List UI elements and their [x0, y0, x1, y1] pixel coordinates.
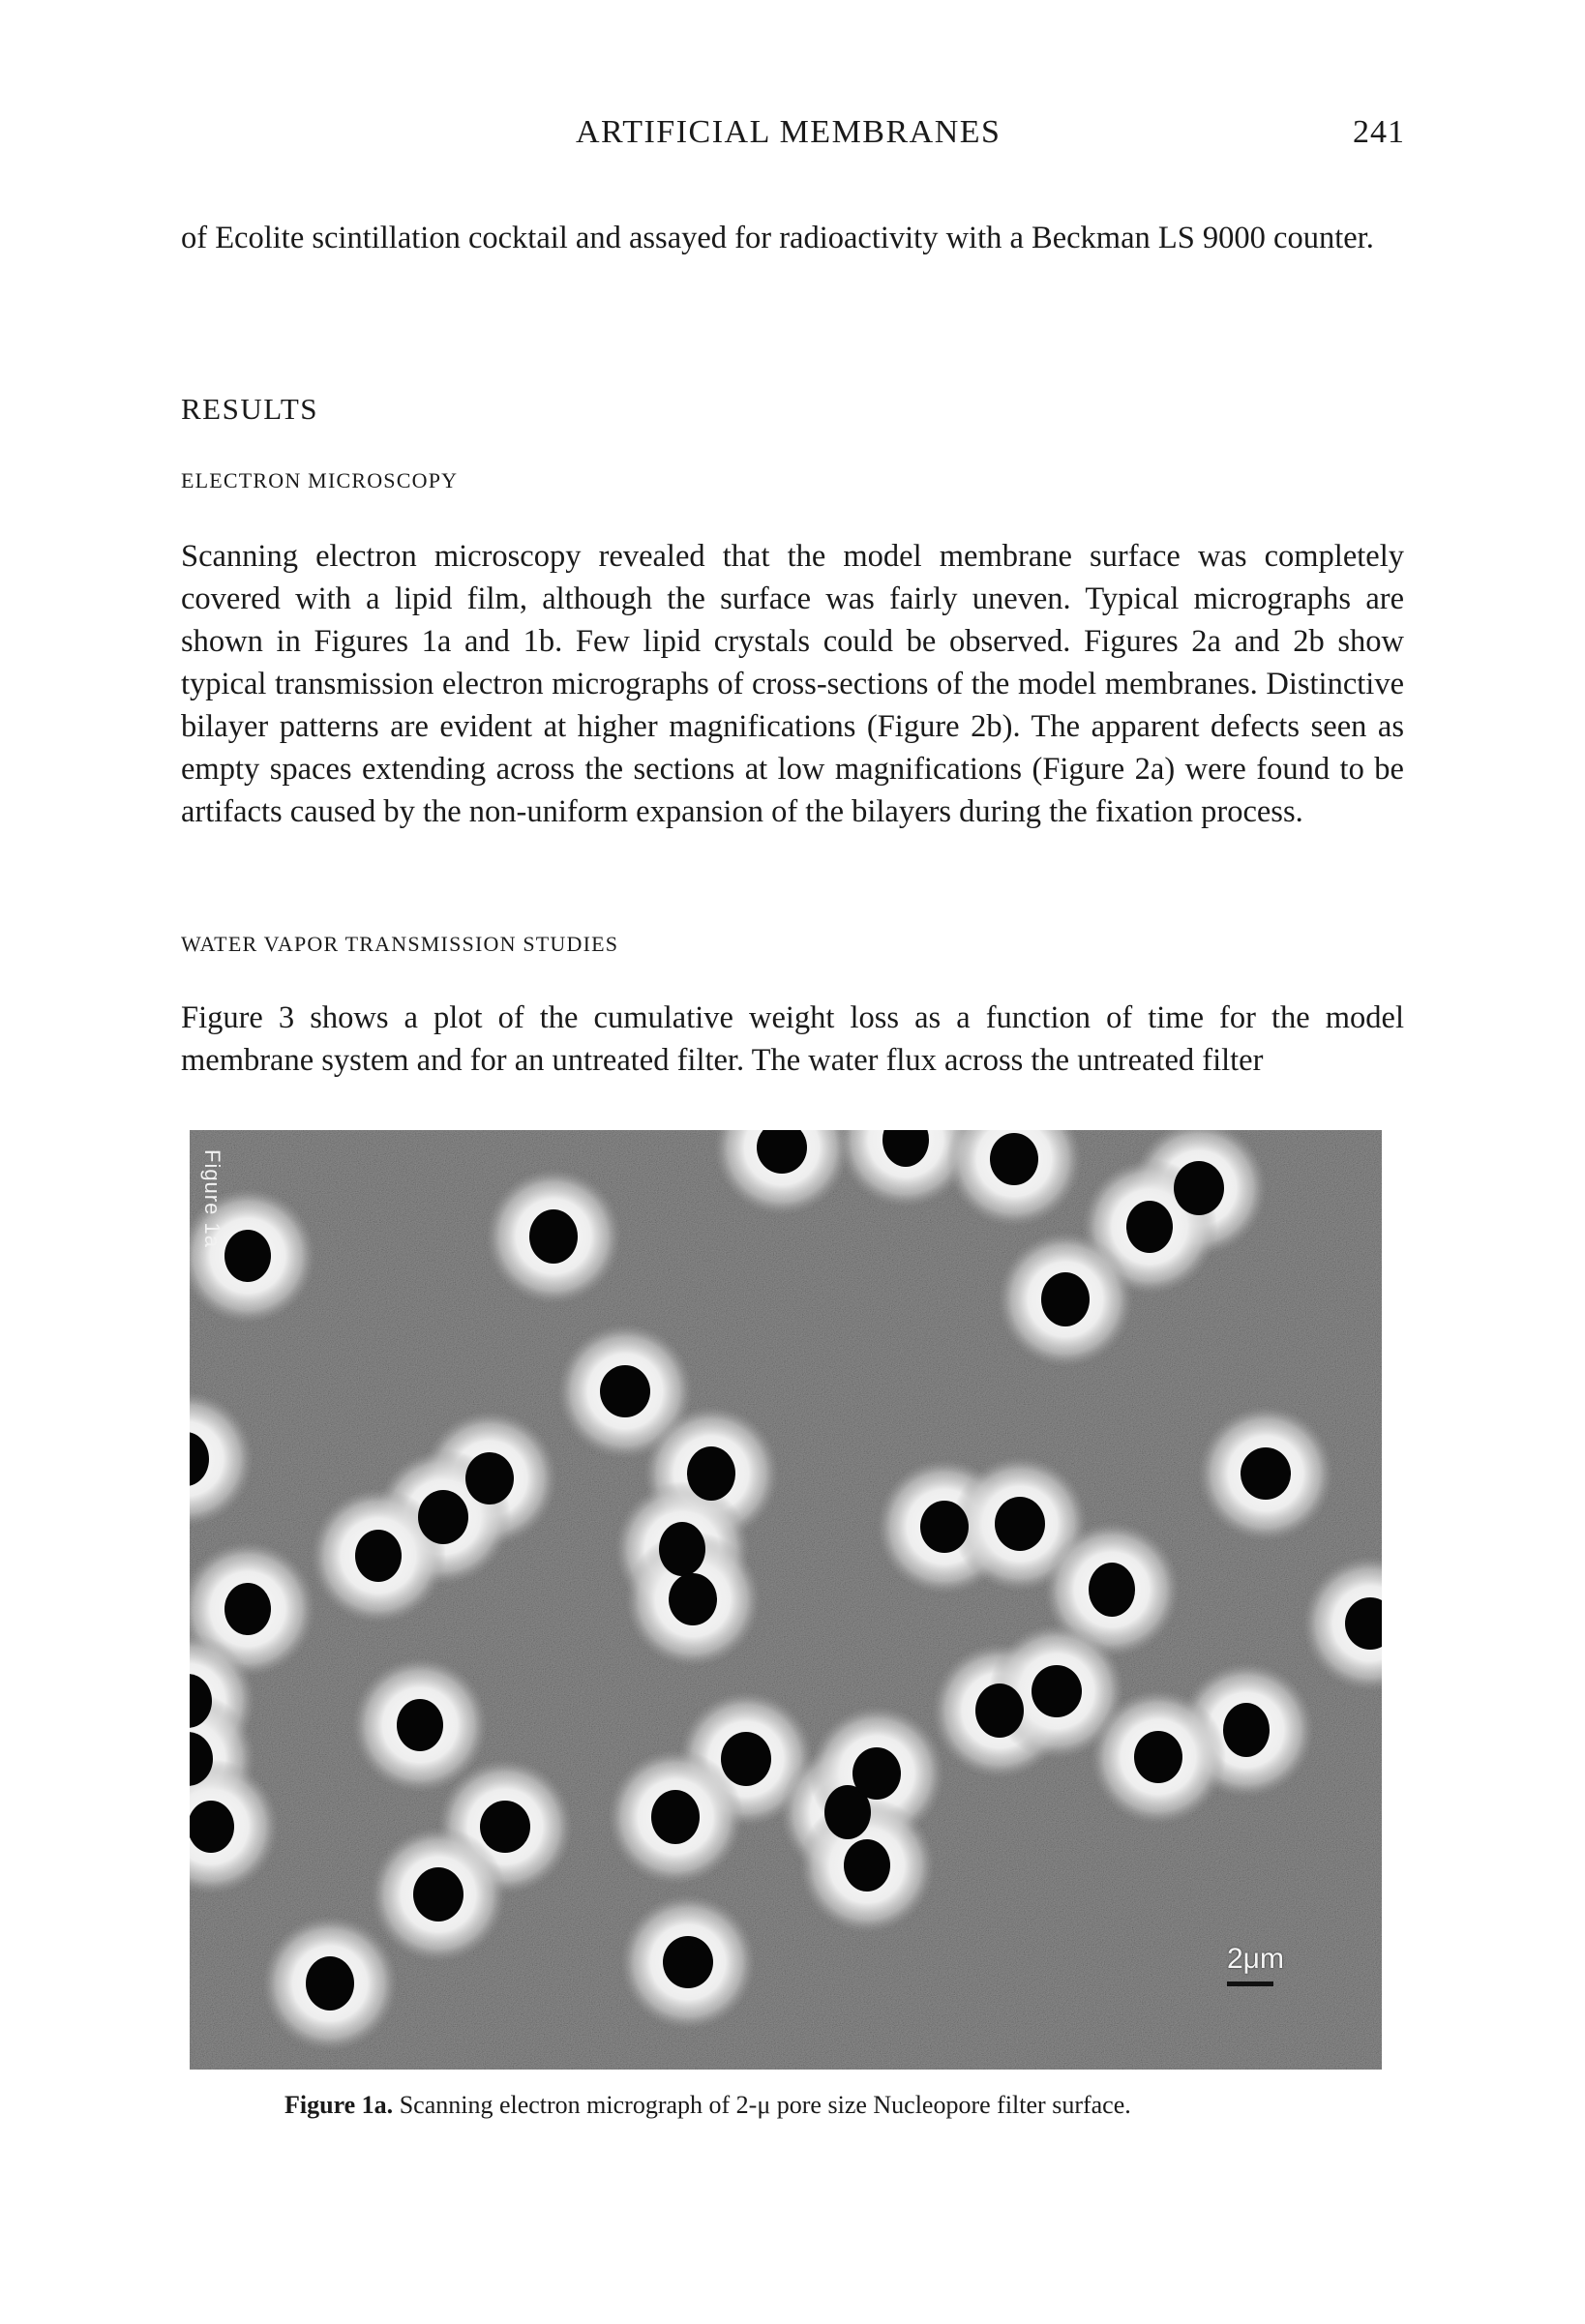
- pore: [1241, 1447, 1291, 1500]
- figure-side-label: Figure 1a: [200, 1149, 224, 1248]
- pore: [687, 1446, 735, 1501]
- pore: [355, 1530, 402, 1582]
- running-head: ARTIFICIAL MEMBRANES: [576, 114, 1002, 150]
- pore: [920, 1501, 969, 1553]
- pore: [1041, 1272, 1090, 1326]
- micrograph-image: [190, 1130, 1382, 2070]
- pore: [306, 1956, 354, 2011]
- pore: [190, 1801, 234, 1853]
- pore: [975, 1683, 1024, 1738]
- pore: [663, 1936, 713, 1988]
- pore: [1223, 1703, 1270, 1757]
- pore: [224, 1583, 271, 1635]
- pore: [1134, 1731, 1182, 1783]
- pore: [224, 1230, 271, 1282]
- scale-bar-label: 2μm: [1227, 1943, 1284, 1975]
- electron-microscopy-paragraph: Scanning electron microscopy revealed that the model membrane surface was completely covered with a lipid film, although the surface was fairly uneven. Typical micrographs are shown in Figures 1a and 1b. Few lipid crystals could be observed. Figures 2a and 2b show typical transmission electron micrographs of cross-sections of the model membranes. Distinctive bilayer patterns are evident at higher magnifications (Figure 2b). The apparent defects seen as empty spaces extending across the sections at low magnifications (Figure 2a) were found to be artifacts caused by the non-uniform expansion of the bilayers during the fixation process.: [181, 539, 1404, 829]
- pore: [1032, 1665, 1082, 1717]
- water-vapor-heading: WATER VAPOR TRANSMISSION STUDIES: [181, 932, 619, 956]
- pore: [1089, 1563, 1135, 1617]
- pore: [651, 1790, 700, 1844]
- figure-caption-text: Scanning electron micrograph of 2-μ pore size Nucleopore filter surface.: [399, 2091, 1131, 2119]
- pore: [418, 1490, 468, 1544]
- pore: [1126, 1201, 1173, 1253]
- pore: [480, 1801, 530, 1853]
- page-number: 241: [1353, 114, 1405, 150]
- figure-caption-label: Figure 1a.: [284, 2091, 394, 2119]
- water-vapor-paragraph: Figure 3 shows a plot of the cumulative weight loss as a function of time for the model membrane system and for an untreated filter. The water flux across the untreated filter: [181, 1000, 1404, 1078]
- intro-paragraph: of Ecolite scintillation cocktail and assayed for radioactivity with a Beckman LS 9000 counter.: [181, 221, 1374, 255]
- pore: [669, 1573, 717, 1625]
- pore: [397, 1699, 443, 1751]
- results-heading: RESULTS: [181, 392, 319, 426]
- pore: [995, 1497, 1045, 1551]
- figure-caption: [284, 2091, 1131, 2120]
- pore: [659, 1522, 705, 1576]
- pore: [990, 1133, 1038, 1185]
- electron-microscopy-heading: ELECTRON MICROSCOPY: [181, 468, 459, 492]
- micrograph-figure: [190, 1130, 1382, 2070]
- pore: [465, 1452, 514, 1505]
- pore: [844, 1839, 890, 1892]
- pore: [413, 1867, 464, 1922]
- pore: [600, 1365, 650, 1417]
- scale-bar: [1227, 1981, 1273, 1986]
- pore: [721, 1732, 771, 1786]
- pore: [1174, 1161, 1224, 1215]
- pore: [529, 1209, 578, 1264]
- pore: [852, 1747, 901, 1800]
